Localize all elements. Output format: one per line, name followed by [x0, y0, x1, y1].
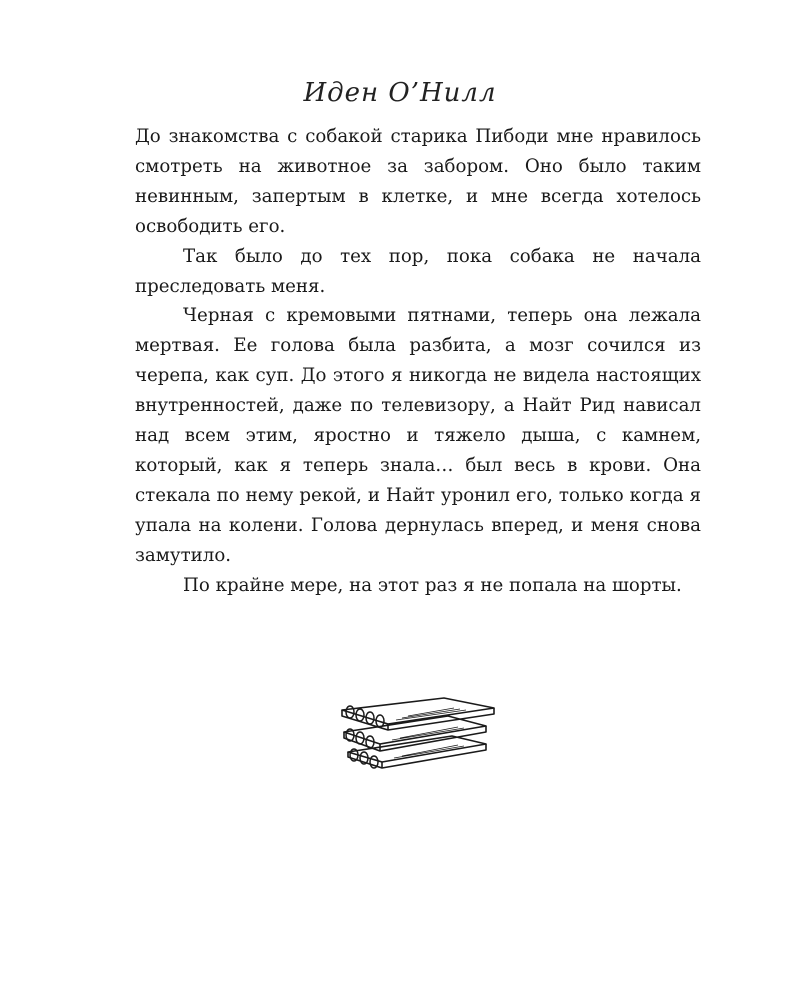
stacked-notebooks-icon: [336, 696, 500, 776]
paragraph-3: Черная с кремовыми пятнами, теперь она лежала мертвая. Ее голова была разбита, а мозг сочился из черепа, как суп. До этого я никогда не видела настоящих внутренностей, даже по телевизору, а Найт Рид нависал над всем этим, яростно и тяжело дыша, с камнем, который, как я теперь знала… был весь в крови. Она стекала по нему рекой, и Найт уронил его, только когда я упала на колени. Голова дернулась вперед, и меня снова замутило.: [135, 305, 701, 566]
paragraph-1: До знакомства с собакой старика Пибоди мне нравилось смотреть на животное за забором. Оно было таким невинным, запертым в клетке, и мне всегда хотелось освободить его.: [135, 126, 701, 237]
running-header-author: Иден О’Нилл: [303, 78, 497, 108]
chapter-text: [135, 122, 701, 601]
paragraph-2: Так было до тех пор, пока собака не начала преследовать меня.: [135, 245, 701, 297]
paragraph-4: По крайне мере, на этот раз я не попала на шорты.: [183, 574, 682, 596]
